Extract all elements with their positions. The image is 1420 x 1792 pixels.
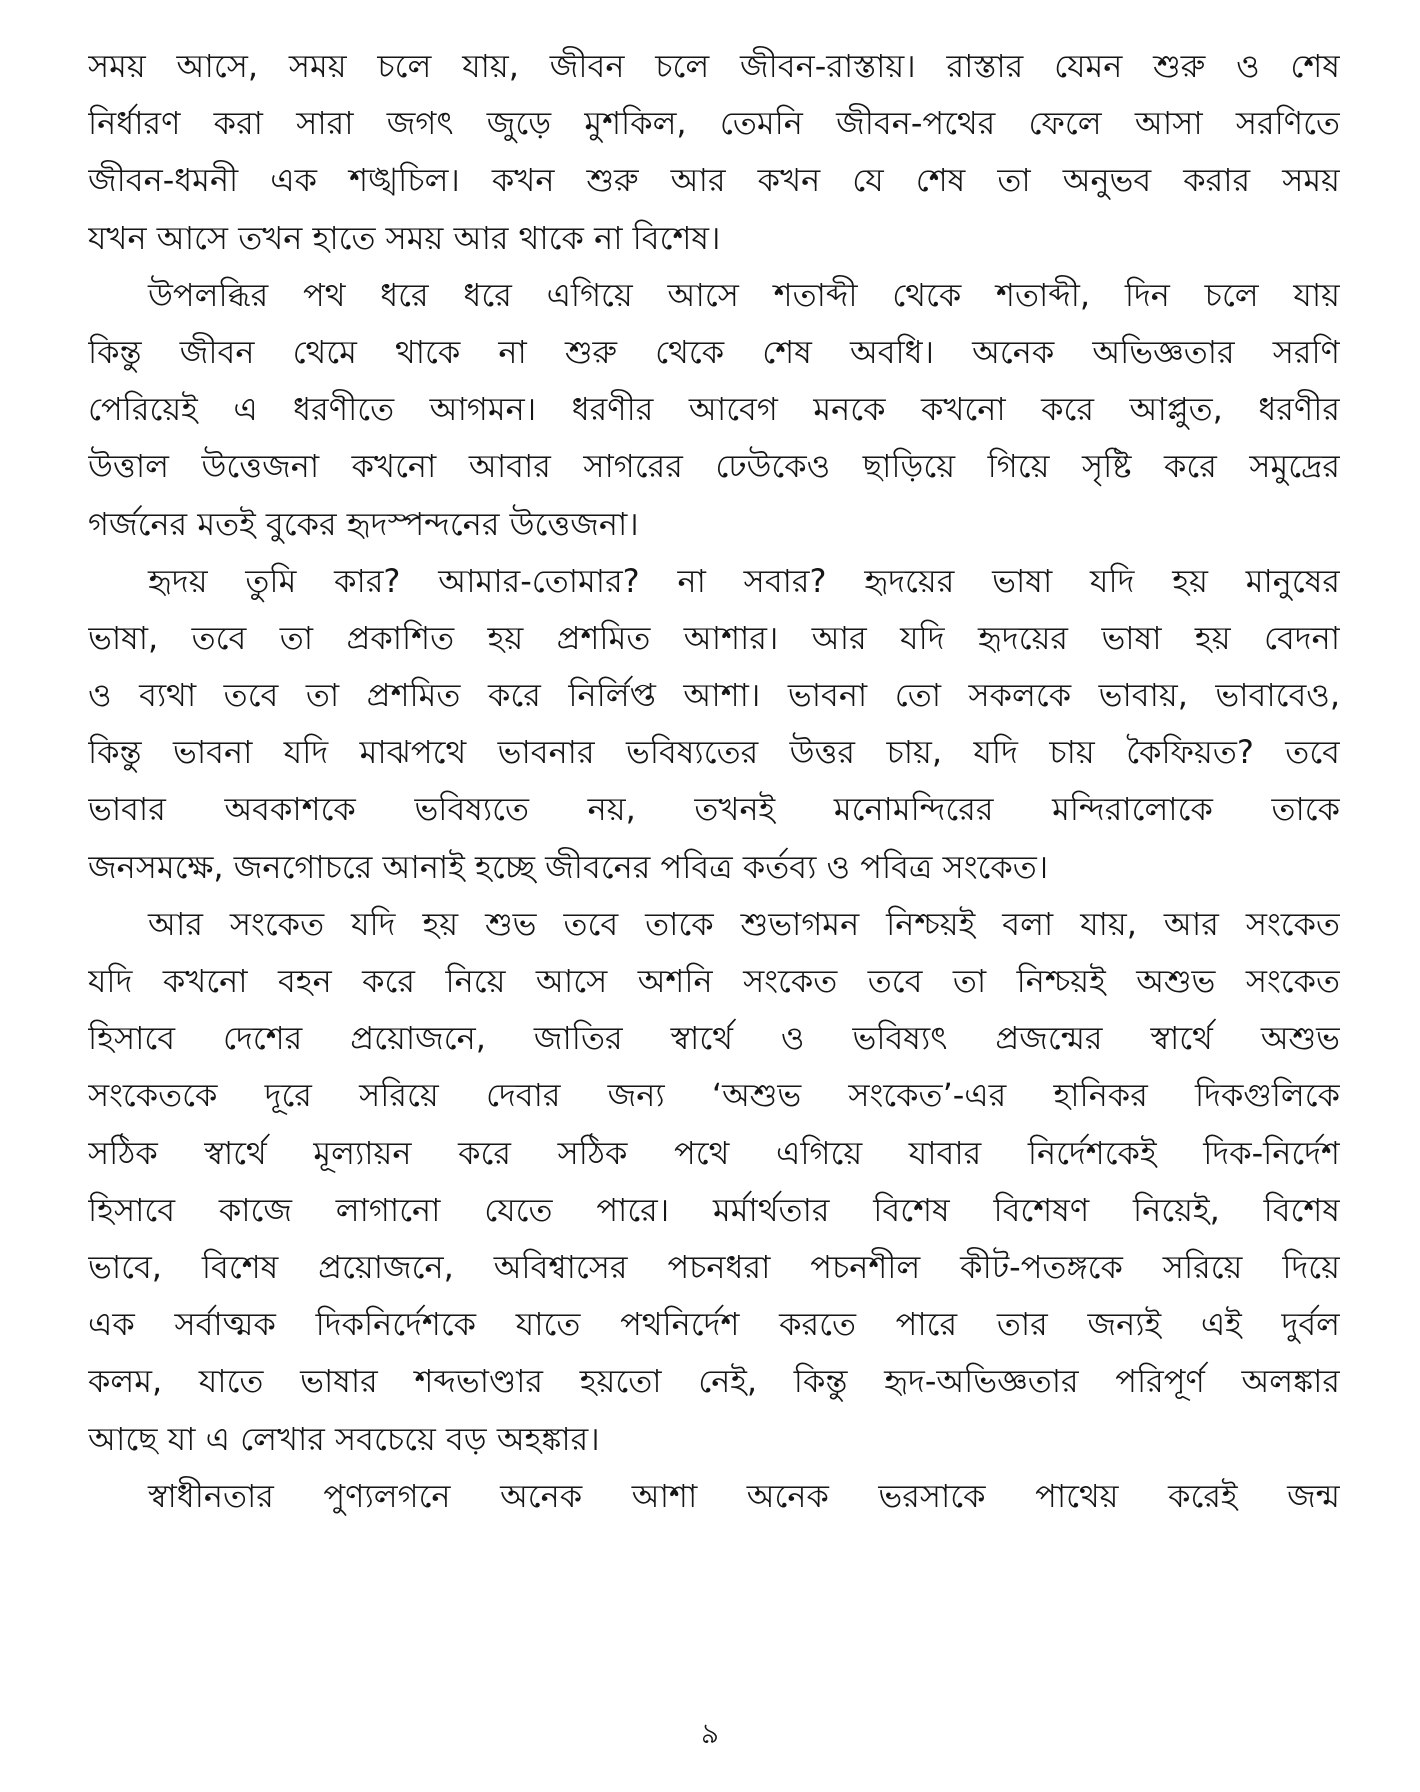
text-line: হৃদয় তুমি কার? আমার-তোমার? না সবার? হৃদয়ের ভাষা যদি হয় মানুষের <box>148 561 1340 600</box>
text-line: জনসমক্ষে, জনগোচরে আনাই হচ্ছে জীবনের পবিত্র কর্তব্য ও পবিত্র সংকেত। <box>88 847 1049 886</box>
paragraph <box>88 896 1340 1468</box>
text-line: স্বাধীনতার পুণ্যলগনে অনেক আশা অনেক ভরসাকে পাথেয় করেই জন্ম <box>148 1476 1340 1515</box>
text-line: যদি কখনো বহন করে নিয়ে আসে অশনি সংকেত তবে তা নিশ্চয়ই অশুভ সংকেত <box>88 962 1340 1000</box>
text-line: আর সংকেত যদি হয় শুভ তবে তাকে শুভাগমন নিশ্চয়ই বলা যায়, আর সংকেত <box>148 904 1340 943</box>
text-line: সময় আসে, সময় চলে যায়, জীবন চলে জীবন-রাস্তায়। রাস্তার যেমন শুরু ও শেষ <box>88 47 1340 85</box>
text-line: উত্তাল উত্তেজনা কখনো আবার সাগরের ঢেউকেও ছাড়িয়ে গিয়ে সৃষ্টি করে সমুদ্রের <box>88 447 1340 486</box>
text-line: কিন্তু ভাবনা যদি মাঝপথে ভাবনার ভবিষ্যতের উত্তর চায়, যদি চায় কৈফিয়ত? তবে <box>88 733 1340 772</box>
text-line: সংকেতকে দূরে সরিয়ে দেবার জন্য ‘অশুভ সংকেত’-এর হানিকর দিকগুলিকে <box>88 1076 1340 1115</box>
text-line: ও ব্যথা তবে তা প্রশমিত করে নির্লিপ্ত আশা। ভাবনা তো সকলকে ভাবায়, ভাবাবেও, <box>88 676 1340 715</box>
paragraph <box>88 267 1340 553</box>
text-line: ভাবে, বিশেষ প্রয়োজনে, অবিশ্বাসের পচনধরা পচনশীল কীট-পতঙ্গকে সরিয়ে দিয়ে <box>88 1247 1340 1286</box>
text-line: হিসাবে কাজে লাগানো যেতে পারে। মর্মার্থতার বিশেষ বিশেষণ নিয়েই, বিশেষ <box>88 1190 1340 1229</box>
text-line: কিন্তু জীবন থেমে থাকে না শুরু থেকে শেষ অবধি। অনেক অভিজ্ঞতার সরণি <box>88 332 1340 371</box>
text-line: গর্জনের মতই বুকের হৃদস্পন্দনের উত্তেজনা। <box>88 504 639 543</box>
text-line: যখন আসে তখন হাতে সময় আর থাকে না বিশেষ। <box>88 218 721 257</box>
text-line: উপলব্ধির পথ ধরে ধরে এগিয়ে আসে শতাব্দী থেকে শতাব্দী, দিন চলে যায় <box>148 275 1340 314</box>
text-line: হিসাবে দেশের প্রয়োজনে, জাতির স্বার্থে ও ভবিষ্যৎ প্রজন্মের স্বার্থে অশুভ <box>88 1019 1340 1058</box>
text-line: এক সর্বাত্মক দিকনির্দেশকে যাতে পথনির্দেশ করতে পারে তার জন্যই এই দুর্বল <box>88 1305 1340 1344</box>
paragraph <box>88 1468 1340 1525</box>
page-number: ৯ <box>700 1717 720 1750</box>
text-line: ভাষা, তবে তা প্রকাশিত হয় প্রশমিত আশার। আর যদি হৃদয়ের ভাষা হয় বেদনা <box>88 618 1340 657</box>
text-line: নির্ধারণ করা সারা জগৎ জুড়ে মুশকিল, তেমনি জীবন-পথের ফেলে আসা সরণিতে <box>88 104 1340 143</box>
paragraph <box>88 553 1340 896</box>
text-line: কলম, যাতে ভাষার শব্দভাণ্ডার হয়তো নেই, কিন্তু হৃদ-অভিজ্ঞতার পরিপূর্ণ অলঙ্কার <box>88 1362 1340 1401</box>
text-line: জীবন-ধমনী এক শঙ্খচিল। কখন শুরু আর কখন যে শেষ তা অনুভব করার সময় <box>88 161 1340 200</box>
text-line: আছে যা এ লেখার সবচেয়ে বড় অহঙ্কার। <box>88 1419 600 1458</box>
text-line: সঠিক স্বার্থে মূল্যায়ন করে সঠিক পথে এগিয়ে যাবার নির্দেশকেই দিক-নির্দেশ <box>88 1133 1340 1172</box>
text-line: পেরিয়েই এ ধরণীতে আগমন। ধরণীর আবেগ মনকে কখনো করে আপ্লুত, ধরণীর <box>88 390 1340 429</box>
text-line: ভাবার অবকাশকে ভবিষ্যতে নয়, তখনই মনোমন্দিরের মন্দিরালোকে তাকে <box>88 790 1340 829</box>
paragraph <box>88 38 1340 267</box>
page-body <box>88 38 1340 1525</box>
